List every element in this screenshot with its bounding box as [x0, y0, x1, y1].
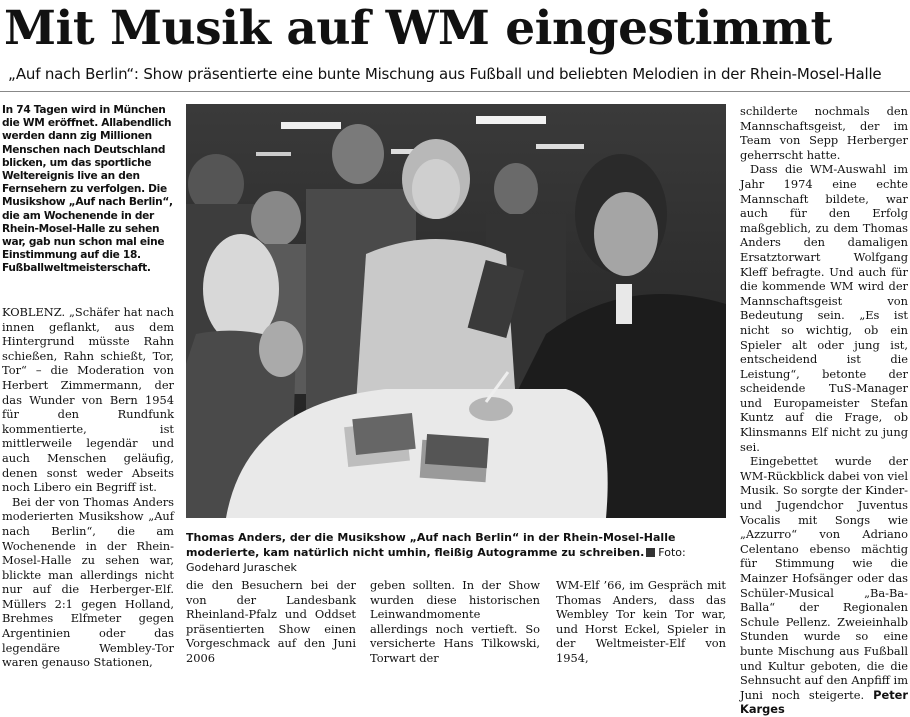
column-4-paragraph: WM-Elf ’66, im Gespräch mit Thomas Anders, dass das Wembley Tor kein Tor war, und Horst Eckel, Spieler in der Weltmeister-Elf von 1954, [556, 578, 726, 665]
column-5-paragraph-3-text: Eingebettet wurde der WM-Rückblick dabei von viel Musik. So sorgte der Kinder- und Jugendchor Juventus Vocalis mit Songs wie „Azzurro“ von Adriano Celentano ebenso mächtig für Stimmung wie die Mainzer Hofsänger oder das Schüler-Musical „Ba-Ba-Balla“ der Regionalen Schule Pellenz. Zweieinhalb Stunden wurde so eine bunte Mischung aus Fußball und Kultur geboten, die die Sehnsucht auf den Anpfiff im Juni noch steigerte. [740, 454, 908, 702]
square-icon [646, 548, 655, 557]
column-2 [186, 578, 356, 665]
article-photo [186, 104, 726, 518]
column-3-paragraph: geben sollten. In der Show wurden diese historischen Leinwandmomente allerdings noch vertieft. So versicherte Hans Tilkowski, Torwart der [370, 578, 540, 665]
column-1 [2, 305, 174, 670]
column-1-paragraph-2: Bei der von Thomas Anders moderierten Musikshow „Auf nach Berlin“, die am Wochenende in der Rhein-Mosel-Halle zu sehen war, blickte man allerdings nicht nur auf die Herberger-Elf. Müllers 2:1 gegen Holland, Brehmes Elfmeter gegen Argentinien oder das legendäre Wembley-Tor waren genauso Stationen, [2, 494, 174, 670]
column-5-paragraph-2: Dass die WM-Auswahl im Jahr 1974 eine echte Mannschaft bildete, war auch für den Erfolg maßgeblich, zu dem Thomas Anders den damaligen Ersatztorwart Wolfgang Kleff befragte. Und auch für die kommende WM wird der Mannschaftsgeist von Bedeutung sein. „Es ist nicht so wichtig, ob ein Spieler alt oder jung ist, entscheidend ist die Leistung“, betonte der scheidende TuS-Manager und Europameister Stefan Kuntz auf die Frage, ob Klinsmanns Elf nicht zu jung sei. [740, 162, 908, 454]
column-3 [370, 578, 540, 665]
photo-illustration [186, 104, 726, 518]
subheadline: „Auf nach Berlin“: Show präsentierte eine bunte Mischung aus Fußball und beliebten Melodien in der Rhein-Mosel-Halle [8, 65, 882, 83]
column-5-paragraph-3 [740, 454, 908, 717]
column-4 [556, 578, 726, 665]
column-2-paragraph: die den Besuchern bei der von der Landesbank Rheinland-Pfalz und Oddset präsentierten Show einen Vorgeschmack auf den Juni 2006 [186, 578, 356, 665]
column-5-paragraph-1: schilderte nochmals den Mannschaftsgeist, der im Team von Sepp Herberger geherrscht hatte. [740, 104, 908, 162]
column-1-paragraph-1: KOBLENZ. „Schäfer hat nach innen geflankt, aus dem Hintergrund müsste Rahn schießen, Rahn schießt, Tor, Tor“ – die Moderation von Herbert Zimmermann, der das Wunder von Bern 1954 für den Rundfunk kommentierte, ist mittlerweile legendär und auch Menschen geläufig, denen sonst weder Abseits noch Libero ein Begriff ist. [2, 305, 174, 495]
caption-text: Thomas Anders, der die Musikshow „Auf nach Berlin“ in der Rhein-Mosel-Halle moderierte, kam natürlich nicht umhin, fleißig Autogramme zu schreiben. [186, 531, 676, 559]
headline: Mit Musik auf WM eingestimmt [4, 1, 832, 56]
photo-credit: Foto: Godehard Juraschek [186, 546, 686, 574]
column-5 [740, 104, 909, 717]
lead-paragraph: In 74 Tagen wird in München die WM eröffnet. Allabendlich werden dann zig Millionen Menschen nach Deutschland blicken, um das sportliche Weltereignis live an den Fernsehern zu verfolgen. Die Musikshow „Auf nach Berlin“, die am Wochenende in der Rhein-Mosel-Halle zu sehen war, gab nun schon mal eine Einstimmung auf die 18. Fußballweltmeisterschaft. [2, 104, 173, 275]
divider [0, 91, 910, 92]
photo-caption [186, 530, 728, 575]
author-name: Peter Karges [740, 687, 909, 717]
